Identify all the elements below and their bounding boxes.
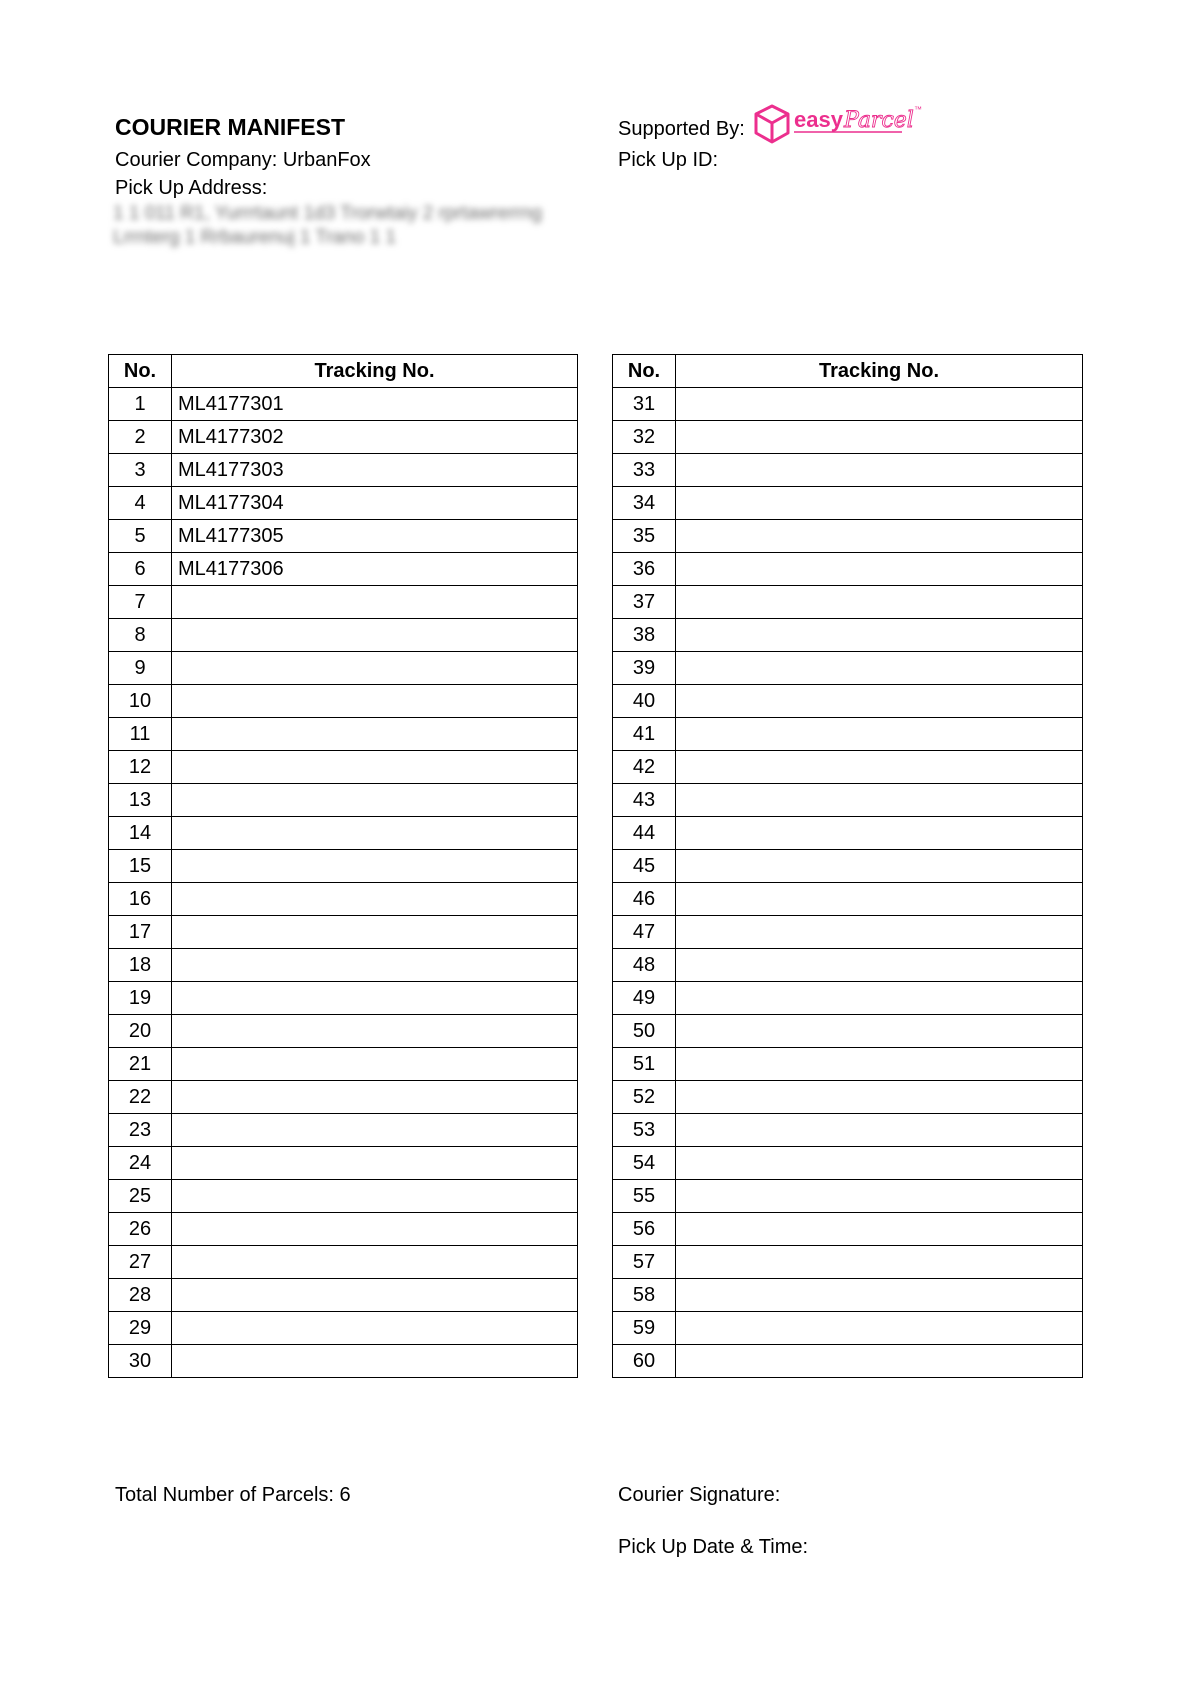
tracking-number (172, 850, 578, 883)
table-row (109, 916, 578, 949)
table-row (109, 1114, 578, 1147)
tracking-number (676, 949, 1083, 982)
table-row (613, 685, 1083, 718)
tracking-number (172, 1180, 578, 1213)
row-number: 13 (109, 784, 172, 817)
pickup-id-label: Pick Up ID: (618, 149, 719, 171)
row-number: 50 (613, 1015, 676, 1048)
table-row (109, 652, 578, 685)
table-row (613, 817, 1083, 850)
tracking-number (676, 751, 1083, 784)
row-number: 17 (109, 916, 172, 949)
row-number: 3 (109, 454, 172, 487)
table-row (613, 586, 1083, 619)
table-row (613, 1279, 1083, 1312)
tracking-number (172, 1345, 578, 1378)
document-title: COURIER MANIFEST (115, 114, 345, 140)
table-row (109, 850, 578, 883)
tracking-number (676, 916, 1083, 949)
tracking-number (676, 1048, 1083, 1081)
tracking-number: ML4177301 (172, 388, 578, 421)
row-number: 6 (109, 553, 172, 586)
table-row (613, 1180, 1083, 1213)
column-header-no: No. (109, 355, 172, 388)
tracking-number (172, 1114, 578, 1147)
table-row (613, 1312, 1083, 1345)
tracking-number (172, 586, 578, 619)
pickup-address-line: 1 1 011 R1, Yurrrtaunt 1d3 Trorwtaiy 2 rprtawrerrng (113, 203, 543, 224)
tracking-number (676, 1147, 1083, 1180)
courier-company: Courier Company: UrbanFox (115, 149, 371, 171)
row-number: 44 (613, 817, 676, 850)
tracking-number (172, 817, 578, 850)
row-number: 24 (109, 1147, 172, 1180)
row-number: 7 (109, 586, 172, 619)
row-number: 25 (109, 1180, 172, 1213)
table-row (109, 685, 578, 718)
tracking-table-left (108, 354, 578, 1378)
tracking-number (676, 883, 1083, 916)
row-number: 8 (109, 619, 172, 652)
table-row (109, 949, 578, 982)
table-row (109, 751, 578, 784)
table-row (613, 652, 1083, 685)
tracking-number: ML4177304 (172, 487, 578, 520)
table-row (109, 1312, 578, 1345)
row-number: 26 (109, 1213, 172, 1246)
row-number: 22 (109, 1081, 172, 1114)
tracking-number (676, 1114, 1083, 1147)
tracking-number (172, 751, 578, 784)
table-row (613, 784, 1083, 817)
tracking-number: ML4177306 (172, 553, 578, 586)
table-row (109, 982, 578, 1015)
row-number: 52 (613, 1081, 676, 1114)
pickup-address-label: Pick Up Address: (115, 177, 268, 199)
table-row (109, 718, 578, 751)
row-number: 5 (109, 520, 172, 553)
table-row (613, 520, 1083, 553)
tracking-number (676, 1246, 1083, 1279)
total-parcels: Total Number of Parcels: 6 (115, 1484, 351, 1506)
pickup-datetime-label: Pick Up Date & Time: (618, 1536, 809, 1558)
tracking-number (172, 883, 578, 916)
table-row (109, 883, 578, 916)
table-header-row (109, 355, 578, 388)
pickup-address-line: Lrrnterg 1 Rrbaurenuj 1 Trano 1 1 (113, 227, 397, 248)
table-row (109, 421, 578, 454)
tracking-number (676, 1180, 1083, 1213)
row-number: 21 (109, 1048, 172, 1081)
tracking-number (172, 1312, 578, 1345)
tracking-number (676, 388, 1083, 421)
table-row (613, 949, 1083, 982)
row-number: 19 (109, 982, 172, 1015)
row-number: 11 (109, 718, 172, 751)
row-number: 59 (613, 1312, 676, 1345)
tracking-number (676, 850, 1083, 883)
tracking-number (676, 421, 1083, 454)
tracking-number (676, 1312, 1083, 1345)
table-row (109, 553, 578, 586)
row-number: 34 (613, 487, 676, 520)
tracking-number (676, 487, 1083, 520)
tracking-number (676, 619, 1083, 652)
table-row (109, 1246, 578, 1279)
table-row (109, 454, 578, 487)
tracking-number (676, 685, 1083, 718)
table-row (613, 982, 1083, 1015)
table-row (613, 454, 1083, 487)
tracking-number (676, 1015, 1083, 1048)
table-row (109, 1048, 578, 1081)
tracking-number: ML4177305 (172, 520, 578, 553)
tracking-number: ML4177302 (172, 421, 578, 454)
tracking-number (676, 652, 1083, 685)
tracking-number (172, 982, 578, 1015)
row-number: 1 (109, 388, 172, 421)
table-row (613, 1345, 1083, 1378)
row-number: 43 (613, 784, 676, 817)
row-number: 9 (109, 652, 172, 685)
row-number: 23 (109, 1114, 172, 1147)
row-number: 18 (109, 949, 172, 982)
table-row (109, 1015, 578, 1048)
table-row (613, 1213, 1083, 1246)
logo-word-easy: easy (794, 107, 843, 132)
table-row (109, 1180, 578, 1213)
table-row (109, 817, 578, 850)
logo-trademark: ™ (914, 105, 922, 114)
table-row (109, 1147, 578, 1180)
box-icon (756, 106, 788, 142)
row-number: 29 (109, 1312, 172, 1345)
row-number: 47 (613, 916, 676, 949)
table-row (109, 1279, 578, 1312)
table-row (109, 1345, 578, 1378)
row-number: 36 (613, 553, 676, 586)
table-row (613, 1048, 1083, 1081)
row-number: 54 (613, 1147, 676, 1180)
row-number: 56 (613, 1213, 676, 1246)
tracking-number (172, 652, 578, 685)
tracking-number (172, 718, 578, 751)
row-number: 30 (109, 1345, 172, 1378)
row-number: 32 (613, 421, 676, 454)
row-number: 39 (613, 652, 676, 685)
table-row (613, 916, 1083, 949)
table-row (109, 619, 578, 652)
table-row (613, 421, 1083, 454)
row-number: 51 (613, 1048, 676, 1081)
row-number: 15 (109, 850, 172, 883)
tracking-number (172, 1015, 578, 1048)
tracking-number (676, 520, 1083, 553)
tracking-number (172, 1213, 578, 1246)
row-number: 48 (613, 949, 676, 982)
tracking-table-right (612, 354, 1083, 1378)
row-number: 38 (613, 619, 676, 652)
row-number: 57 (613, 1246, 676, 1279)
easyparcel-logo (752, 102, 932, 150)
table-row (613, 388, 1083, 421)
tracking-number (676, 454, 1083, 487)
row-number: 31 (613, 388, 676, 421)
row-number: 33 (613, 454, 676, 487)
row-number: 49 (613, 982, 676, 1015)
row-number: 2 (109, 421, 172, 454)
table-header-row (613, 355, 1083, 388)
easyparcel-logo-graphic (752, 102, 932, 150)
row-number: 46 (613, 883, 676, 916)
row-number: 42 (613, 751, 676, 784)
tracking-number (172, 1081, 578, 1114)
table-row (613, 1081, 1083, 1114)
pickup-address-redacted (113, 202, 573, 250)
table-row (109, 784, 578, 817)
table-row (613, 1246, 1083, 1279)
tracking-number (172, 1147, 578, 1180)
row-number: 58 (613, 1279, 676, 1312)
row-number: 28 (109, 1279, 172, 1312)
table-row (613, 1015, 1083, 1048)
tracking-number (172, 916, 578, 949)
tracking-number (676, 1279, 1083, 1312)
table-row (613, 619, 1083, 652)
table-row (109, 1081, 578, 1114)
row-number: 12 (109, 751, 172, 784)
tracking-number (676, 1345, 1083, 1378)
tracking-number (676, 1081, 1083, 1114)
table-row (613, 850, 1083, 883)
table-row (613, 1147, 1083, 1180)
tracking-number (676, 817, 1083, 850)
row-number: 40 (613, 685, 676, 718)
supported-by-label: Supported By: (618, 118, 745, 140)
tracking-number (676, 718, 1083, 751)
row-number: 37 (613, 586, 676, 619)
table-row (613, 718, 1083, 751)
table-row (109, 586, 578, 619)
table-row (109, 1213, 578, 1246)
courier-signature-label: Courier Signature: (618, 1484, 781, 1506)
tracking-number (676, 553, 1083, 586)
tracking-number (676, 586, 1083, 619)
row-number: 20 (109, 1015, 172, 1048)
logo-word-parcel: Parcel (844, 108, 914, 133)
table-row (109, 520, 578, 553)
table-row (613, 1114, 1083, 1147)
tracking-number (172, 1246, 578, 1279)
row-number: 41 (613, 718, 676, 751)
row-number: 55 (613, 1180, 676, 1213)
tracking-number (172, 685, 578, 718)
row-number: 16 (109, 883, 172, 916)
row-number: 4 (109, 487, 172, 520)
tracking-number: ML4177303 (172, 454, 578, 487)
table-row (613, 883, 1083, 916)
row-number: 53 (613, 1114, 676, 1147)
tracking-number (676, 784, 1083, 817)
row-number: 14 (109, 817, 172, 850)
tracking-number (172, 1279, 578, 1312)
table-row (613, 487, 1083, 520)
column-header-tracking: Tracking No. (172, 355, 578, 388)
tracking-number (172, 619, 578, 652)
row-number: 45 (613, 850, 676, 883)
table-row (109, 388, 578, 421)
column-header-no: No. (613, 355, 676, 388)
tracking-number (676, 1213, 1083, 1246)
tracking-number (676, 982, 1083, 1015)
row-number: 27 (109, 1246, 172, 1279)
table-row (109, 487, 578, 520)
table-row (613, 553, 1083, 586)
tracking-number (172, 1048, 578, 1081)
row-number: 10 (109, 685, 172, 718)
tracking-number (172, 949, 578, 982)
table-row (613, 751, 1083, 784)
tracking-number (172, 784, 578, 817)
row-number: 60 (613, 1345, 676, 1378)
row-number: 35 (613, 520, 676, 553)
column-header-tracking: Tracking No. (676, 355, 1083, 388)
